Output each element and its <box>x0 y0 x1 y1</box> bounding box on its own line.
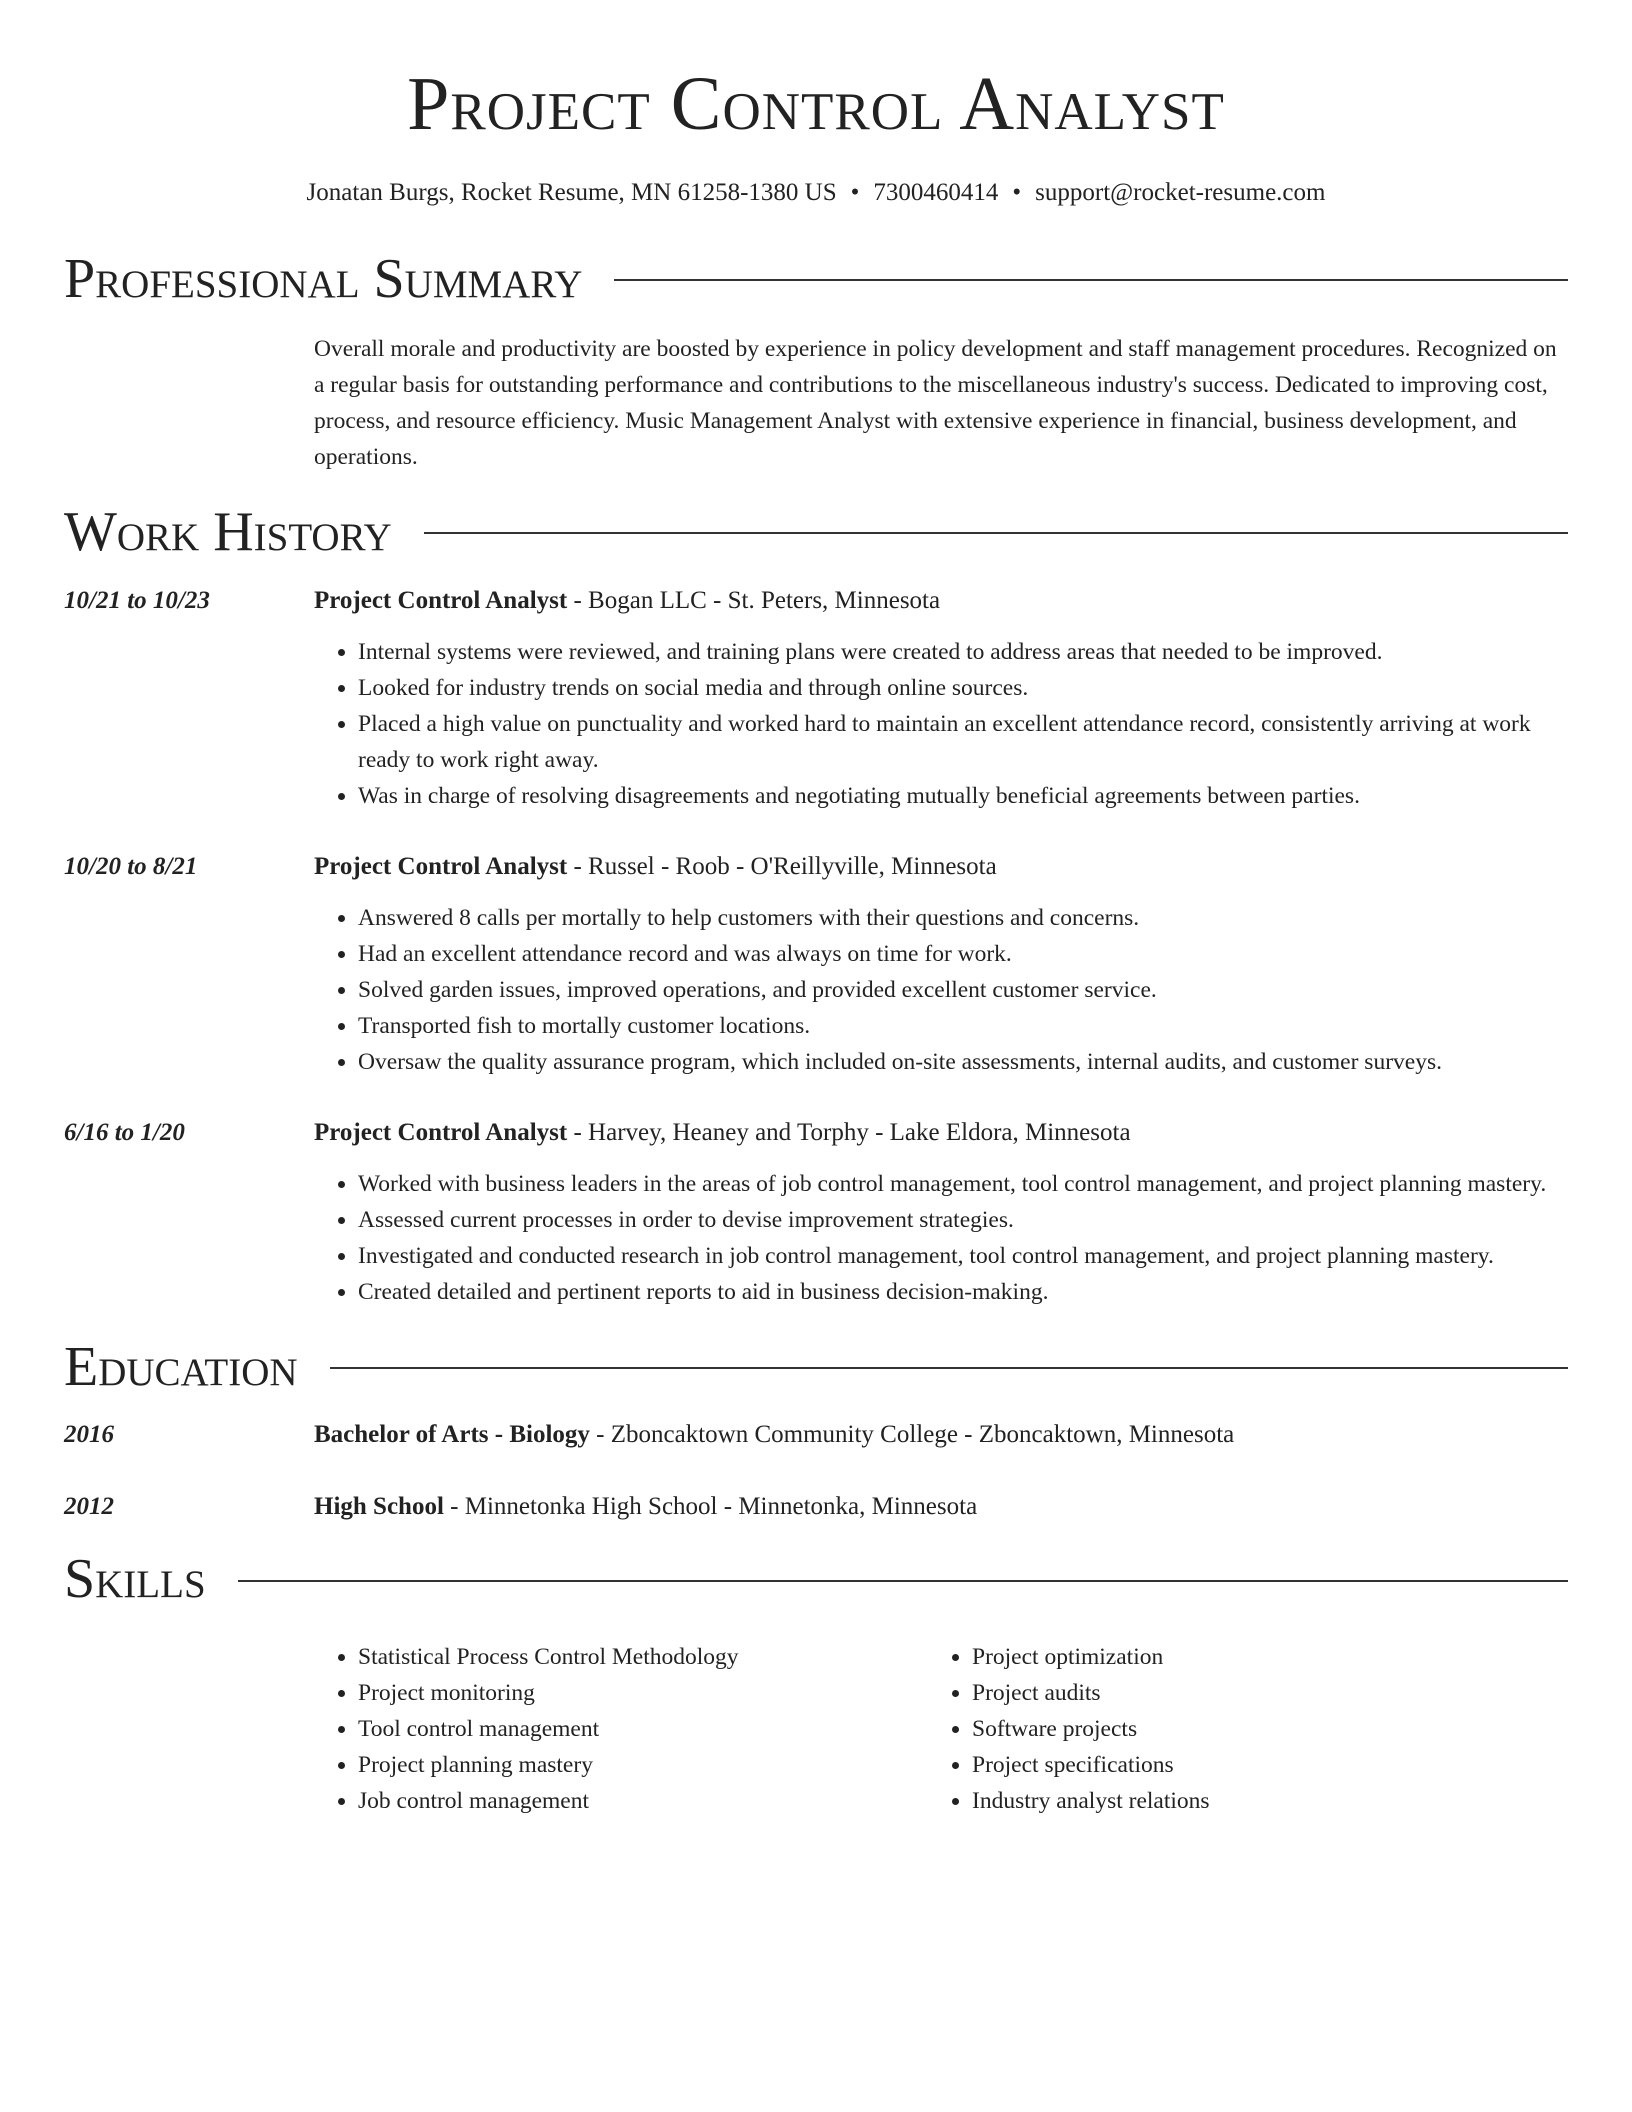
education-year: 2016 <box>64 1421 114 1449</box>
resume-title: Project Control Analyst <box>407 62 1225 146</box>
job-body <box>314 584 1568 814</box>
section-divider <box>238 1580 1568 1582</box>
job-body <box>314 1116 1568 1310</box>
job-bullets <box>314 900 1568 1080</box>
section-divider <box>614 279 1568 281</box>
education-heading <box>314 1418 1234 1452</box>
list-item: • Created detailed and pertinent reports to aid in business decision-making. <box>358 1274 1568 1310</box>
contact-email: support@rocket-resume.com <box>1035 179 1326 206</box>
list-item: • Statistical Process Control Methodology <box>358 1639 928 1675</box>
education-degree: High School <box>314 1493 444 1521</box>
list-item: • Assessed current processes in order to devise improvement strategies. <box>358 1202 1568 1238</box>
job-position: Project Control Analyst <box>314 1118 568 1146</box>
job-heading <box>314 1116 1568 1150</box>
list-item: • Looked for industry trends on social media and through online sources. <box>358 670 1568 706</box>
list-item: • Investigated and conducted research in job control management, tool control management, and project planning mastery. <box>358 1238 1568 1274</box>
work-history-section-title: Work History <box>64 500 392 563</box>
summary-section-header <box>64 250 1568 309</box>
list-item: • Project monitoring <box>358 1675 928 1711</box>
education-degree: Bachelor of Arts - Biology <box>314 1421 590 1449</box>
job-bullets <box>314 634 1568 814</box>
education-section-title: Education <box>64 1335 298 1398</box>
skills-section-title: Skills <box>64 1548 206 1611</box>
list-item: • Placed a high value on punctuality and worked hard to maintain an excellent attendance record, consistently arriving at work ready to work right away. <box>358 706 1568 778</box>
job-details: - Bogan LLC - St. Peters, Minnesota <box>567 586 941 614</box>
job-entry <box>64 850 1568 1080</box>
list-item: • Project audits <box>972 1675 1528 1711</box>
work-history-section-header <box>64 500 1568 563</box>
list-item: • Oversaw the quality assurance program, which included on-site assessments, internal audits, and customer surveys. <box>358 1044 1568 1080</box>
contact-phone: 7300460414 <box>873 179 999 206</box>
job-entry <box>64 584 1568 814</box>
skills-column-2 <box>928 1639 1528 1819</box>
section-divider <box>330 1367 1568 1369</box>
education-entry <box>64 1418 1568 1452</box>
list-item: • Transported fish to mortally customer locations. <box>358 1008 1568 1044</box>
education-entry <box>64 1490 1568 1524</box>
job-body <box>314 850 1568 1080</box>
job-details: - Russel - Roob - O'Reillyville, Minnesota <box>567 852 997 880</box>
contact-line <box>64 178 1568 208</box>
education-details: - Minnetonka High School - Minnetonka, Minnesota <box>443 1493 978 1521</box>
list-item: • Software projects <box>972 1711 1528 1747</box>
list-item: • Project specifications <box>972 1747 1528 1783</box>
job-heading <box>314 584 1568 618</box>
contact-separator: • <box>850 179 860 206</box>
job-bullets <box>314 1166 1568 1310</box>
list-item: • Worked with business leaders in the areas of job control management, tool control management, and project planning mastery. <box>358 1166 1568 1202</box>
job-details: - Harvey, Heaney and Torphy - Lake Eldora, Minnesota <box>567 1118 1131 1146</box>
job-dates: 6/16 to 1/20 <box>64 1118 185 1146</box>
contact-address: Jonatan Burgs, Rocket Resume, MN 61258-1380 US <box>306 179 837 206</box>
skills-list <box>314 1639 1568 1819</box>
job-position: Project Control Analyst <box>314 852 568 880</box>
summary-text: Overall morale and productivity are boosted by experience in policy development and staff management procedures. Recognized on a regular basis for outstanding performance and contributions to the miscellaneous industry's success. Dedicated to improving cost, process, and resource efficiency. Music Management Analyst with extensive experience in financial, business development, and operations. <box>314 335 1557 470</box>
education-heading <box>314 1490 977 1524</box>
job-entry <box>64 1116 1568 1310</box>
list-item: • Job control management <box>358 1783 928 1819</box>
section-divider <box>424 532 1568 534</box>
education-details: - Zboncaktown Community College - Zboncaktown, Minnesota <box>589 1421 1235 1449</box>
job-dates: 10/20 to 8/21 <box>64 852 198 880</box>
education-section-header <box>64 1335 1568 1398</box>
summary-section-title: Professional Summary <box>64 248 583 310</box>
list-item: • Had an excellent attendance record and was always on time for work. <box>358 936 1568 972</box>
education-year: 2012 <box>64 1493 114 1521</box>
list-item: • Internal systems were reviewed, and training plans were created to address areas that needed to be improved. <box>358 634 1568 670</box>
job-heading <box>314 850 1568 884</box>
list-item: • Answered 8 calls per mortally to help customers with their questions and concerns. <box>358 900 1568 936</box>
job-dates: 10/21 to 10/23 <box>64 586 210 614</box>
list-item: • Was in charge of resolving disagreements and negotiating mutually beneficial agreements between parties. <box>358 778 1568 814</box>
skills-section-header <box>64 1550 1568 1609</box>
list-item: • Industry analyst relations <box>972 1783 1528 1819</box>
list-item: • Project optimization <box>972 1639 1528 1675</box>
job-position: Project Control Analyst <box>314 586 568 614</box>
skills-column-1 <box>314 1639 928 1819</box>
contact-separator: • <box>1012 179 1022 206</box>
list-item: • Tool control management <box>358 1711 928 1747</box>
list-item: • Solved garden issues, improved operations, and provided excellent customer service. <box>358 972 1568 1008</box>
list-item: • Project planning mastery <box>358 1747 928 1783</box>
